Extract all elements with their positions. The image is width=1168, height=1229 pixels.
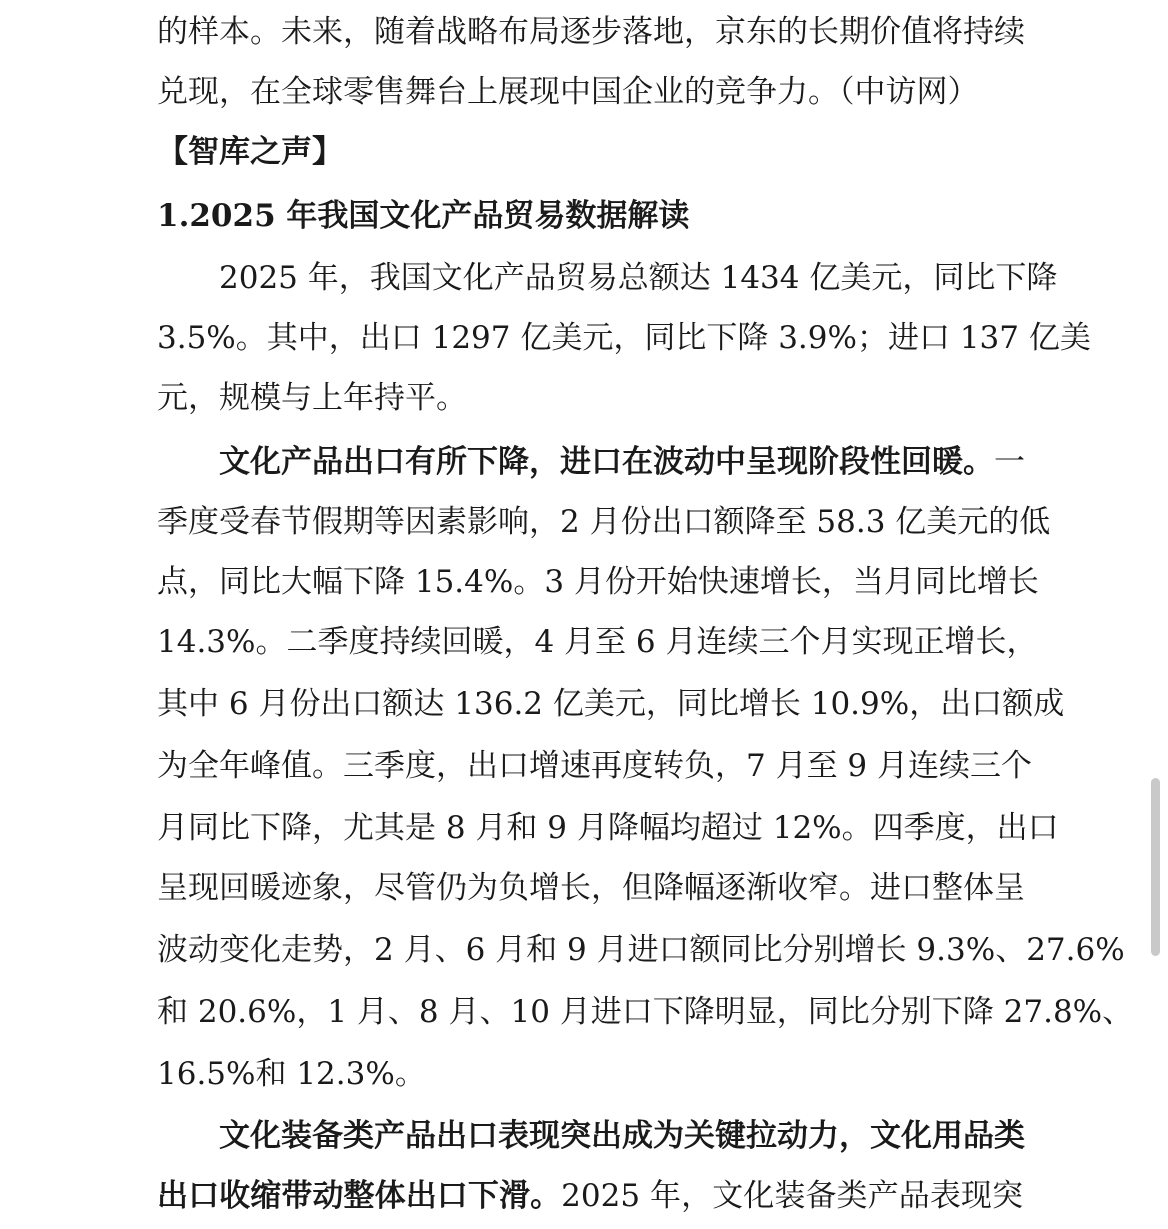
- paragraph-line: 波动变化走势，2 月、6 月和 9 月进口额同比分别增长 9.3%、27.6%: [157, 932, 1125, 968]
- text-line: 兑现，在全球零售舞台上展现中国企业的竞争力。（中访网）: [157, 74, 979, 110]
- section-heading: 【智库之声】: [157, 134, 343, 170]
- paragraph-text: 2025 年，文化装备类产品表现突: [561, 1178, 1023, 1214]
- paragraph-line: 月同比下降，尤其是 8 月和 9 月降幅均超过 12%。四季度，出口: [157, 810, 1059, 846]
- paragraph-line: [219, 442, 1023, 482]
- paragraph-line: 14.3%。二季度持续回暖，4 月至 6 月连续三个月实现正增长，: [157, 624, 1038, 660]
- paragraph-line: 和 20.6%，1 月、8 月、10 月进口下降明显，同比分别下降 27.8%、: [157, 994, 1134, 1030]
- emphasis-text: 文化产品出口有所下降，进口在波动中呈现阶段性回暖。: [219, 444, 994, 480]
- emphasis-text: 出口收缩带动整体出口下滑。: [157, 1178, 562, 1214]
- paragraph-line: 2025 年，我国文化产品贸易总额达 1434 亿美元，同比下降: [219, 260, 1058, 296]
- emphasis-line: 文化装备类产品出口表现突出成为关键拉动力，文化用品类: [219, 1118, 1025, 1154]
- article-title: 1.2025 年我国文化产品贸易数据解读: [157, 198, 690, 234]
- paragraph-line: 3.5%。其中，出口 1297 亿美元，同比下降 3.9%；进口 137 亿美: [157, 320, 1091, 356]
- scrollbar-thumb[interactable]: [1151, 778, 1160, 956]
- paragraph-line: 16.5%和 12.3%。: [157, 1056, 426, 1092]
- paragraph-line: 点，同比大幅下降 15.4%。3 月份开始快速增长，当月同比增长: [157, 564, 1039, 600]
- paragraph-text: 一: [994, 444, 1025, 480]
- paragraph-line: [157, 1176, 1023, 1216]
- paragraph-line: 为全年峰值。三季度，出口增速再度转负，7 月至 9 月连续三个: [157, 748, 1033, 784]
- paragraph-line: 元，规模与上年持平。: [157, 380, 467, 416]
- text-line: 的样本。未来，随着战略布局逐步落地，京东的长期价值将持续: [157, 14, 1025, 50]
- paragraph-line: 呈现回暖迹象，尽管仍为负增长，但降幅逐渐收窄。进口整体呈: [157, 870, 1025, 906]
- paragraph-line: 季度受春节假期等因素影响，2 月份出口额降至 58.3 亿美元的低: [157, 504, 1051, 540]
- paragraph-line: 其中 6 月份出口额达 136.2 亿美元，同比增长 10.9%，出口额成: [157, 686, 1065, 722]
